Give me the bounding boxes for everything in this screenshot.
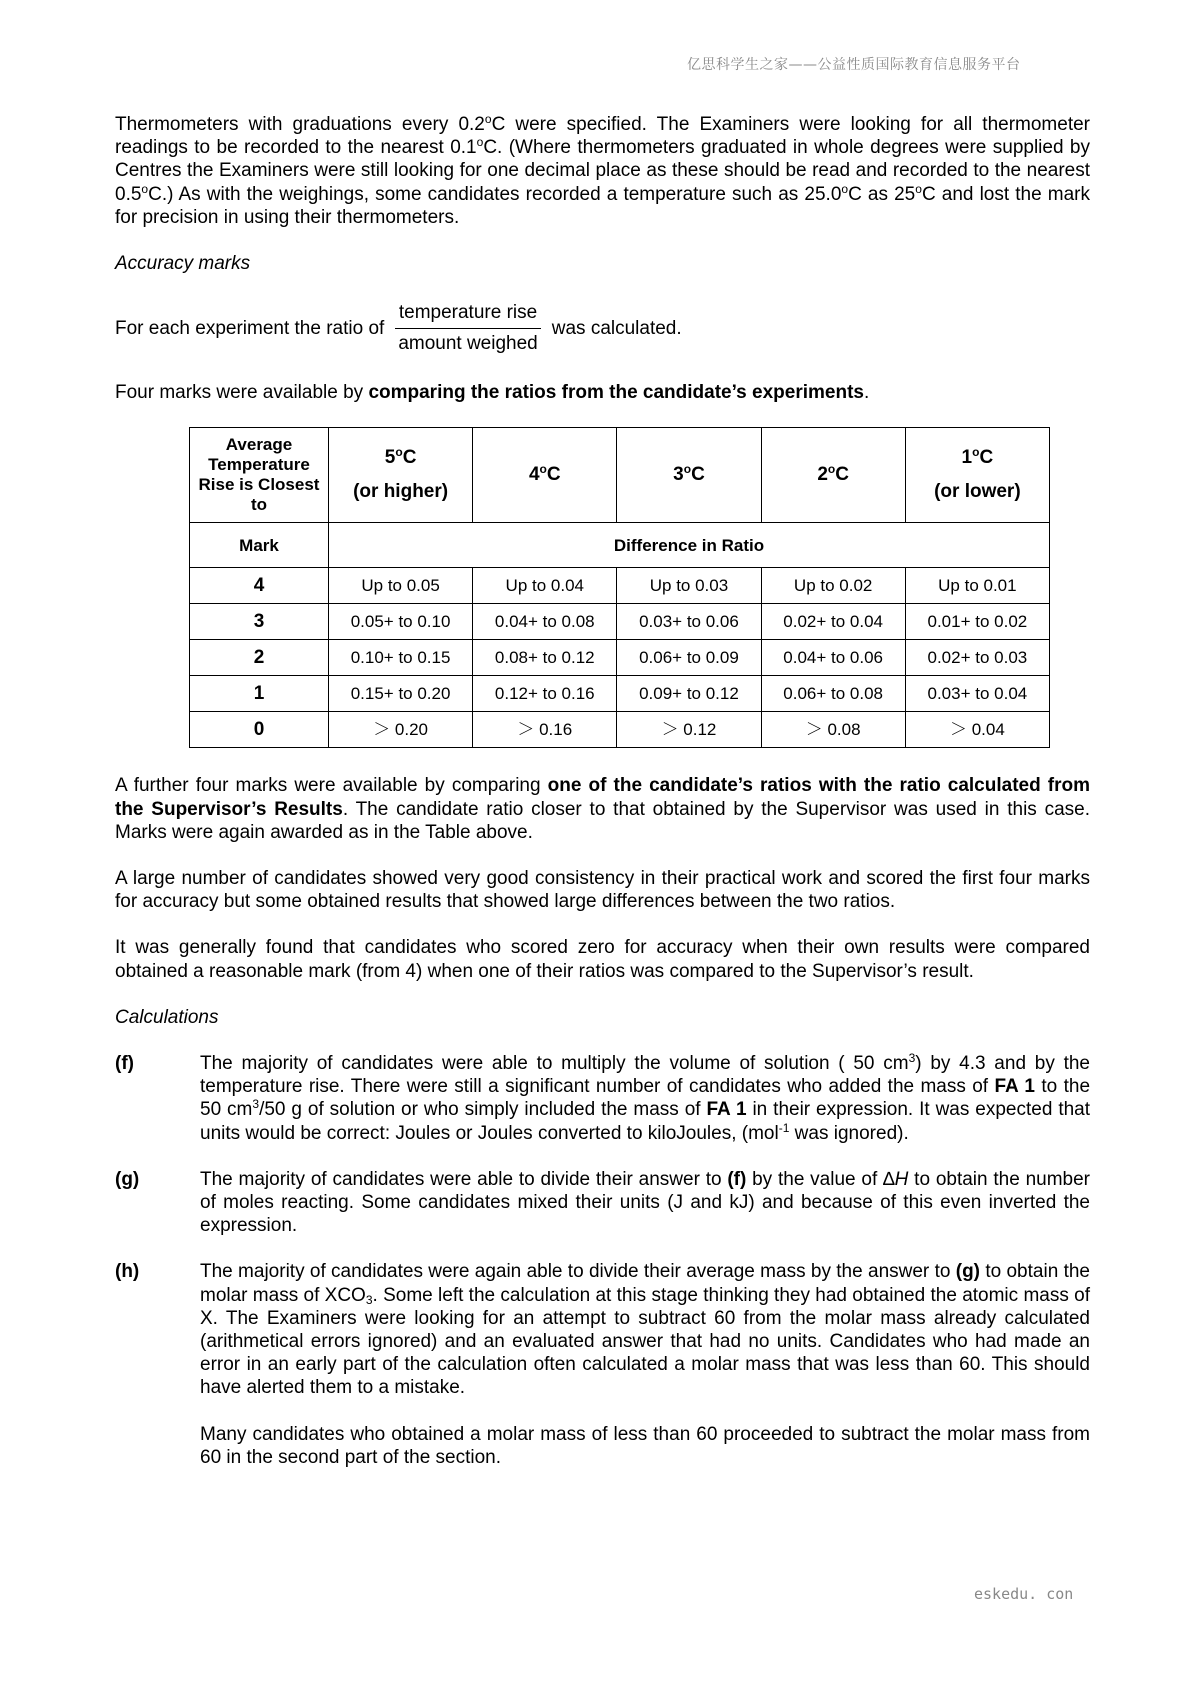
table-row: [190, 604, 1050, 640]
item-h: [115, 1260, 1090, 1469]
table-subheader-row: [190, 523, 1050, 568]
accuracy-marks-table: [189, 427, 1050, 748]
fraction-numerator: temperature rise: [395, 302, 541, 329]
table-row: [190, 640, 1050, 676]
item-h-second-paragraph: Many candidates who obtained a molar mass of less than 60 proceeded to subtract the molar mass from 60 in the second part of the section.: [200, 1423, 1090, 1468]
header-temperature-rise: Average Temperature Rise is Closest to: [190, 428, 329, 523]
row-mark: 3: [190, 604, 329, 640]
item-text: The majority of candidates were able to divide their answer to (f) by the value of ∆H to obtain the number of moles reacting. Some candidates mixed their units (J and kJ) and because of this even inverted the expression.: [200, 1168, 1090, 1237]
table-cell: ＞ 0.16: [473, 712, 617, 748]
table-cell: 0.06+ to 0.09: [617, 640, 761, 676]
header-col-5: 5$^o$C (or higher): [329, 428, 473, 523]
item-label: (g): [115, 1168, 140, 1190]
table-row: [190, 676, 1050, 712]
table-cell: ＞ 0.08: [761, 712, 905, 748]
item-label: (f): [115, 1053, 134, 1075]
table-cell: 0.05+ to 0.10: [329, 604, 473, 640]
table-cell: 0.12+ to 0.16: [473, 676, 617, 712]
report-body: [115, 113, 1090, 1492]
table-cell: ＞ 0.20: [329, 712, 473, 748]
table-cell: 0.01+ to 0.02: [905, 604, 1049, 640]
table-cell: Up to 0.03: [617, 568, 761, 604]
item-label: (h): [115, 1261, 140, 1283]
page-header: 亿思科学生之家——公益性质国际教育信息服务平台: [687, 57, 1021, 73]
table-cell: 0.09+ to 0.12: [617, 676, 761, 712]
table-cell: Up to 0.02: [761, 568, 905, 604]
table-cell: 0.04+ to 0.08: [473, 604, 617, 640]
header-col-1: 1$^o$C (or lower): [905, 428, 1049, 523]
item-text: The majority of candidates were able to multiply the volume of solution ( 50 $cm^3$) by 4.3 and by the temperature rise. There were still a significant number of candidates who added the mass of FA 1 to the 50 $cm^3/50$ g of solution or who simply included the mass of FA 1 in their expression. It was expected that units would be correct: Joules or Joules converted to kiloJoules, (mol$^{-1}$ was ignored).: [200, 1051, 1091, 1144]
table-cell: Up to 0.01: [905, 568, 1049, 604]
row-mark: 0: [190, 712, 329, 748]
accuracy-heading: Accuracy marks: [115, 253, 251, 275]
table-cell: 0.15+ to 0.20: [329, 676, 473, 712]
table-row: [190, 712, 1050, 748]
calculations-heading: Calculations: [115, 1006, 219, 1028]
table-cell: Up to 0.04: [473, 568, 617, 604]
further-marks-paragraph: A further four marks were available by comparing one of the candidate’s ratios with the ratio calculated from the Supervisor’s Results. The candidate ratio closer to that obtained by the Supervisor was used in this case. Marks were again awarded as in the Table above.: [115, 775, 1091, 843]
table-cell: 0.02+ to 0.04: [761, 604, 905, 640]
table-row: [190, 568, 1050, 604]
table-cell: ＞ 0.04: [905, 712, 1049, 748]
consistency-paragraph: A large number of candidates showed very good consistency in their practical work and scored the first four marks for accuracy but some obtained results that showed large differences between the two ratios.: [115, 868, 1090, 913]
header-col-4: 4$^o$C: [473, 428, 617, 523]
table-cell: 0.02+ to 0.03: [905, 640, 1049, 676]
table-cell: 0.04+ to 0.06: [761, 640, 905, 676]
table-cell: 0.06+ to 0.08: [761, 676, 905, 712]
table-cell: 0.03+ to 0.06: [617, 604, 761, 640]
table-cell: 0.03+ to 0.04: [905, 676, 1049, 712]
table-cell: 0.10+ to 0.15: [329, 640, 473, 676]
item-text: The majority of candidates were again able to divide their average mass by the answer to (g) to obtain the molar mass of $XCO_3$. Some left the calculation at this stage thinking they had obtained the atomic mass of X. The Examiners were looking for an attempt to subtract 60 from the molar mass already calculated (arithmetical errors ignored) and an evaluated answer that had no units. Candidates who had made an error in an early part of the calculation often calculated a molar mass that was less than 60. This should have alerted them to a mistake. Many candidates who obtained a molar mass of less than 60 proceeded to subtract the molar mass from 60 in the second part of the section.: [200, 1261, 1090, 1468]
item-g: [115, 1168, 1090, 1238]
row-mark: 4: [190, 568, 329, 604]
item-f: [115, 1052, 1090, 1145]
thermometer-paragraph: Thermometers with graduations every 0.2$^o$C were specified. The Examiners were looking for all thermometer readings to be recorded to the nearest 0.1$^o$C. (Where thermometers graduated in whole degrees were supplied by Centres the Examiners were still looking for one decimal place as these should be read and recorded to the nearest 0.5$^o$C.) As with the weighings, some candidates recorded a temperature such as 25.0$^o$C as 25$^o$C and lost the mark for precision in using their thermometers.: [115, 112, 1090, 228]
zero-accuracy-paragraph: It was generally found that candidates who scored zero for accuracy when their own results were compared obtained a reasonable mark (from 4) when one of their ratios was compared to the Supervisor’s result.: [115, 937, 1090, 982]
table-cell: ＞ 0.12: [617, 712, 761, 748]
four-marks-paragraph: Four marks were available by comparing the ratios from the candidate’s experiments.: [115, 382, 870, 404]
table-header-row: [190, 428, 1050, 523]
header-mark: Mark: [190, 523, 329, 568]
table-cell: 0.08+ to 0.12: [473, 640, 617, 676]
header-col-3: 3$^o$C: [617, 428, 761, 523]
page-footer: eskedu. con: [974, 1585, 1074, 1603]
ratio-fraction: [394, 302, 541, 355]
row-mark: 1: [190, 676, 329, 712]
table-cell: Up to 0.05: [329, 568, 473, 604]
header-col-2: 2$^o$C: [761, 428, 905, 523]
row-mark: 2: [190, 640, 329, 676]
header-difference-in-ratio: Difference in Ratio: [329, 523, 1050, 568]
ratio-statement: For each experiment the ratio of $\frac{\text{temperature rise}}{\text{amount weighed}}$ was calculated.: [115, 301, 682, 354]
fraction-denominator: amount weighed: [398, 332, 538, 354]
